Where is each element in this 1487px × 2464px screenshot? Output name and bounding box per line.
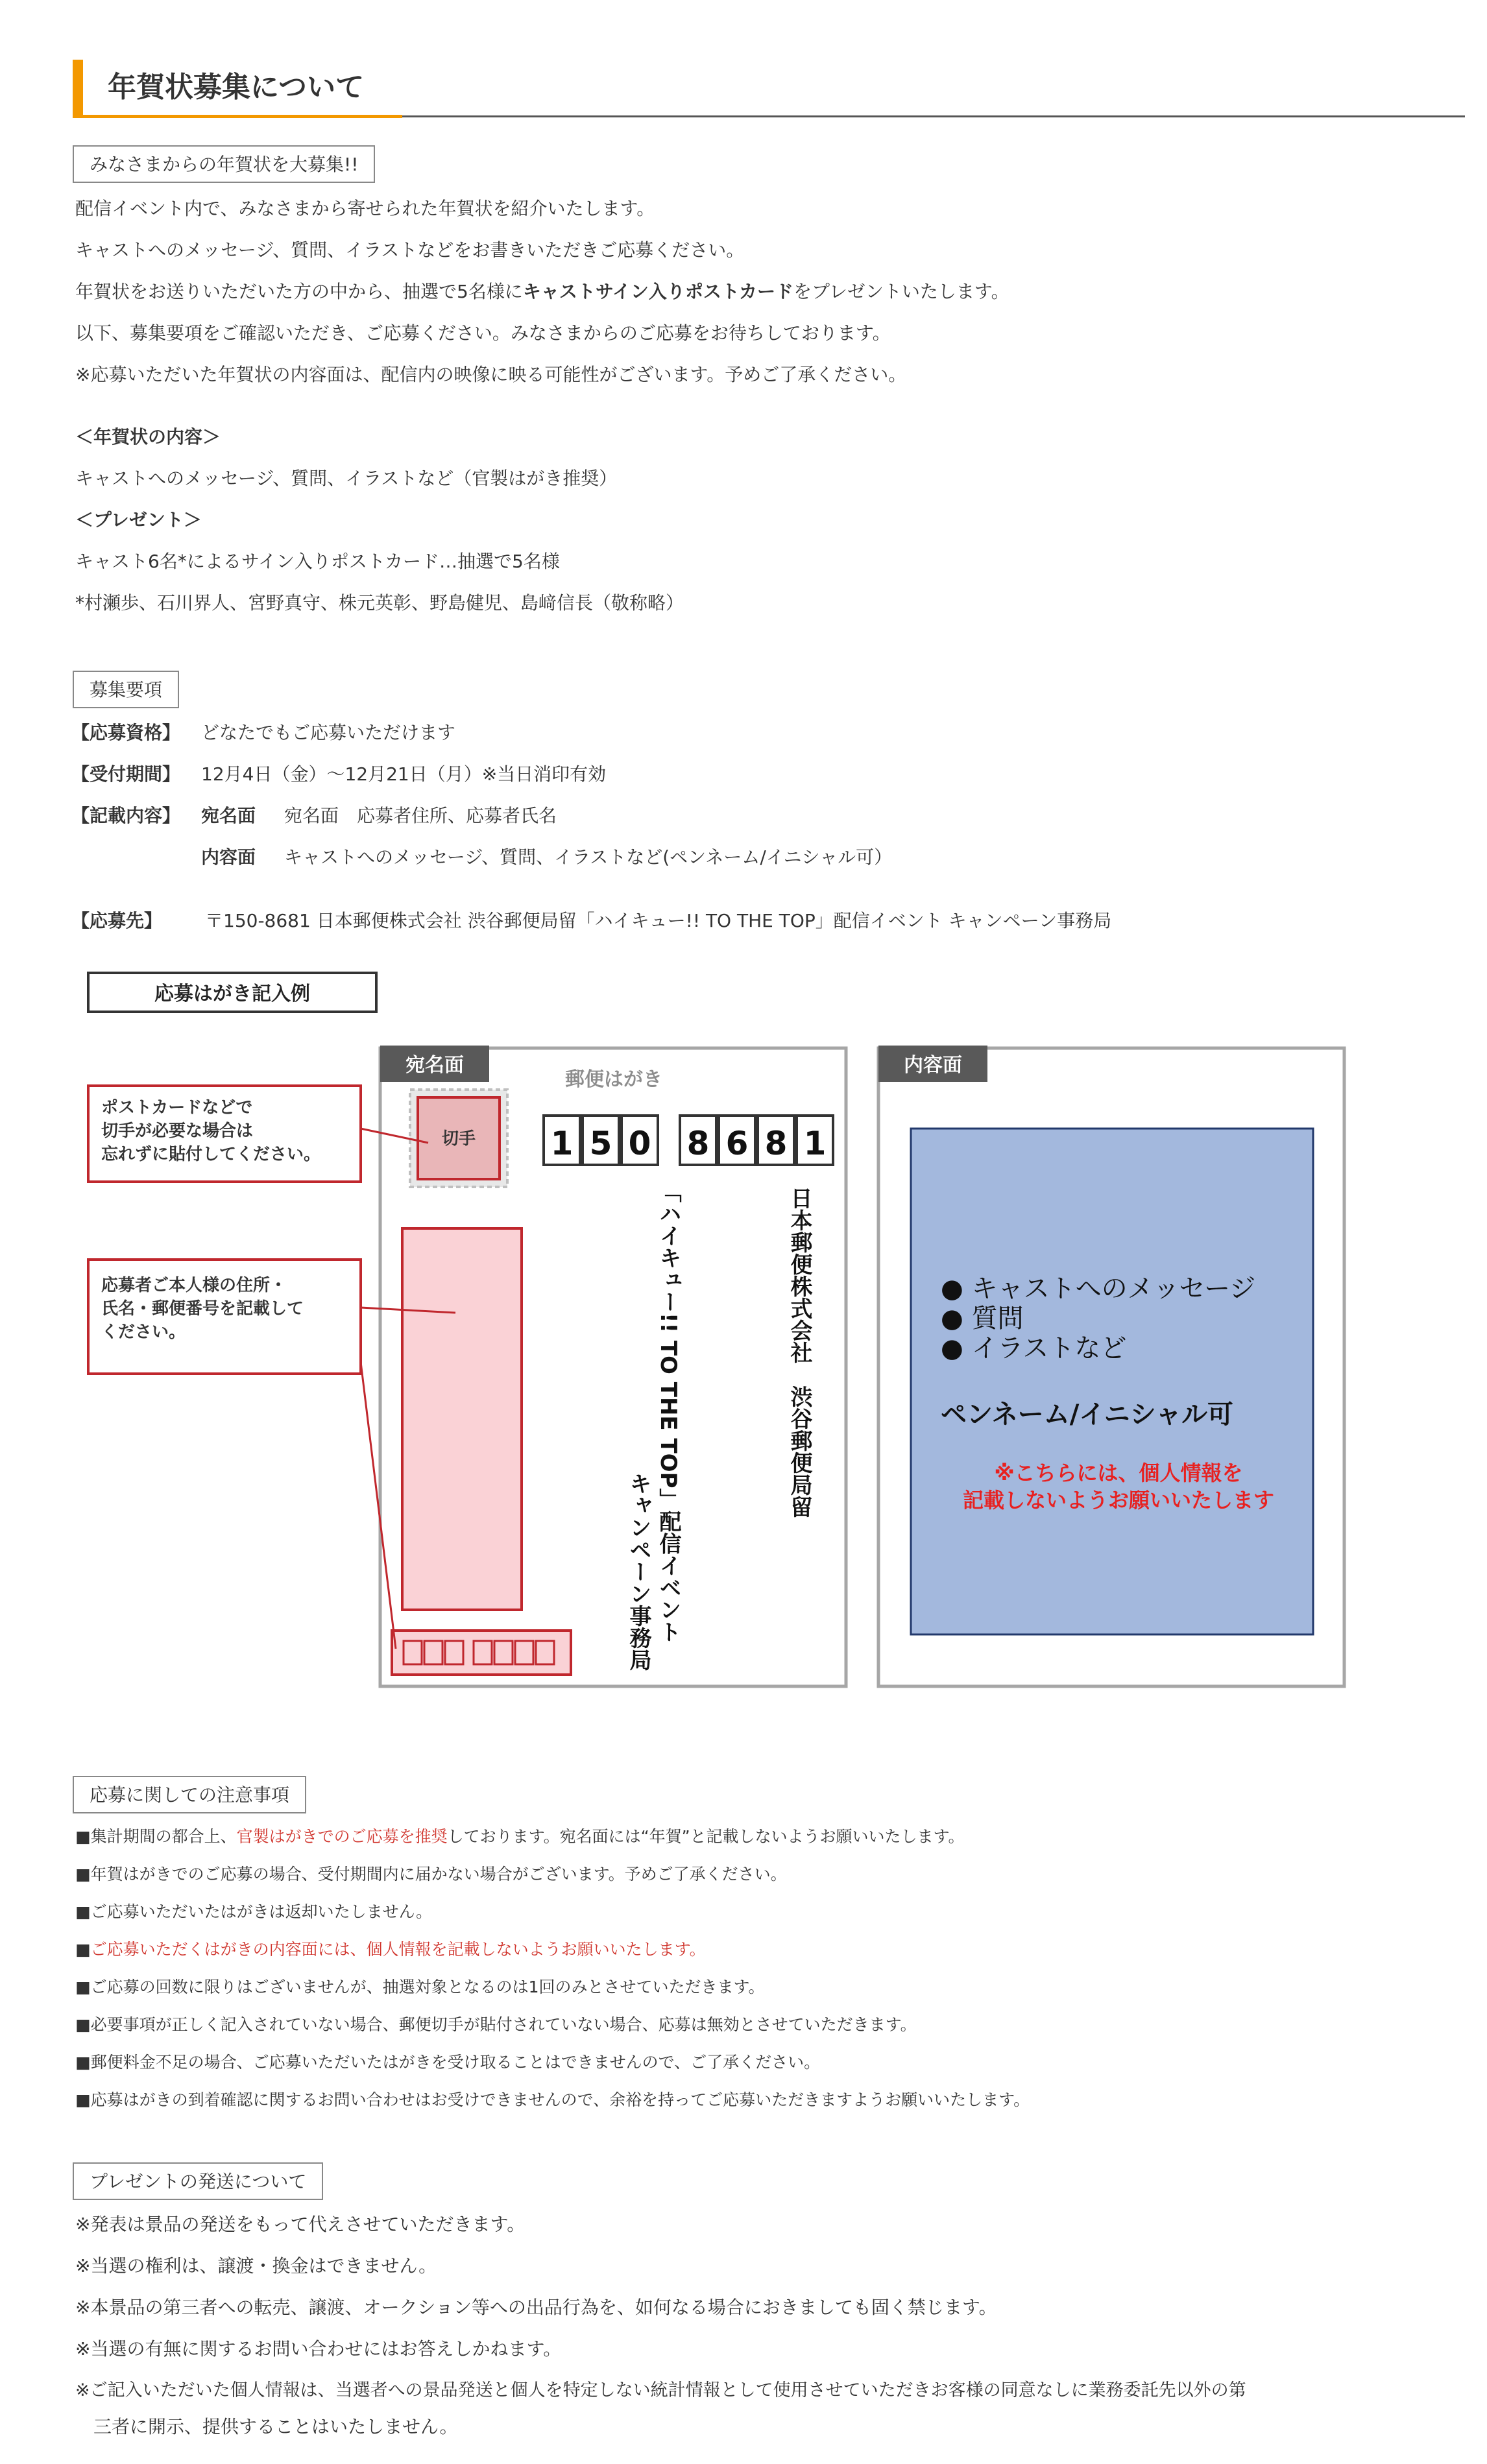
zip-digit-1: 1 xyxy=(550,1125,574,1162)
stamp-label: 切手 xyxy=(441,1129,476,1149)
content-title: ＜年賀状の内容＞ xyxy=(75,426,221,448)
note-line-4 xyxy=(75,1937,706,1963)
period-value: 12月4日（金）〜12月21日（月）※当日消印有効 xyxy=(201,763,607,785)
note-line-4-red: ご応募いただくはがきの内容面には、個人情報を記載しないようお願いいたします。 xyxy=(90,1940,706,1959)
address-side-tab-label: 宛名面 xyxy=(405,1054,464,1077)
present-note: *村瀬歩、石川界人、宮野真守、株元英彰、野島健児、島﨑信長（敬称略） xyxy=(75,592,684,614)
intro-line-4: 以下、募集要項をご確認いただき、ご応募ください。みなさまからのご応募をお待ちしております。 xyxy=(75,322,891,344)
note-line-5: ■ご応募の回数に限りはございませんが、抽選対象となるのは1回のみとさせていただきます。 xyxy=(75,1978,765,1996)
shipping-line-5a: ※ご記入いただいた個人情報は、当選者への景品発送と個人を特定しない統計情報として使用させていただきお客様の同意なしに業務委託先以外の第 xyxy=(75,2380,1246,2400)
callout-stamp-line-3: 忘れずに貼付してください。 xyxy=(101,1145,321,1164)
callout-stamp-line-1: ポストカードなどで xyxy=(101,1098,253,1118)
note-line-1 xyxy=(75,1824,965,1850)
intro-line-3-c: をプレゼントいたします。 xyxy=(793,281,1009,302)
destination-key: 【応募先】 xyxy=(71,910,163,931)
note-line-4-a: ■ xyxy=(75,1940,91,1959)
zip-digit-5: 6 xyxy=(725,1125,749,1162)
zip-digit-7: 1 xyxy=(803,1125,827,1162)
present-text: キャスト6名*によるサイン入りポストカード…抽選で5名様 xyxy=(75,551,560,572)
destination-value: 〒150-8681 日本郵便株式会社 渋谷郵便局留「ハイキュー!! TO THE TOP」配信イベント キャンペーン事務局 xyxy=(205,910,1112,931)
content-area xyxy=(911,1129,1313,1634)
section-label-intro: みなさまからの年賀状を大募集!! xyxy=(73,145,375,183)
content-bullet-3: ● イラストなど xyxy=(941,1334,1127,1363)
intro-line-2: キャストへのメッセージ、質問、イラストなどをお書きいただきご応募ください。 xyxy=(75,239,745,261)
shipping-line-2: ※当選の権利は、譲渡・換金はできません。 xyxy=(75,2255,437,2277)
zip-digit-2: 5 xyxy=(589,1125,612,1162)
intro-line-1: 配信イベント内で、みなさまから寄せられた年賀状を紹介いたします。 xyxy=(75,198,655,219)
address-side-key: 宛名面 xyxy=(201,805,256,826)
section-label-requirements: 募集要項 xyxy=(73,671,179,708)
callout-stamp-line-2: 切手が必要な場合は xyxy=(101,1121,254,1141)
note-line-7: ■郵便料金不足の場合、ご応募いただいたはがきを受け取ることはできませんので、ご了承ください。 xyxy=(75,2053,821,2072)
callout-sender-line-3: ください。 xyxy=(101,1322,186,1342)
shipping-line-3: ※本景品の第三者への転売、譲渡、オークション等への出品行為を、如何なる場合におきましても固く禁じます。 xyxy=(75,2297,997,2318)
zip-digit-3: 0 xyxy=(628,1125,651,1162)
zip-digit-4: 8 xyxy=(686,1125,710,1162)
callout-sender-line-1: 応募者ご本人様の住所・ xyxy=(101,1276,287,1295)
page-title: 年賀状募集について xyxy=(108,71,365,104)
shipping-line-1: ※発表は景品の発送をもって代えさせていただきます。 xyxy=(75,2214,526,2235)
callout-sender-line-2: 氏名・郵便番号を記載して xyxy=(101,1299,304,1319)
eligibility-key: 【応募資格】 xyxy=(71,722,181,743)
intro-line-5: ※応募いただいた年賀状の内容面は、配信内の映像に映る可能性がございます。予めご了承ください。 xyxy=(75,364,907,385)
note-line-1-c: しております。宛名面には“年賀”と記載しないようお願いいたします。 xyxy=(447,1827,965,1846)
content-side-value: キャストへのメッセージ、質問、イラストなど(ペンネーム/イニシャル可） xyxy=(284,846,893,868)
note-line-6: ■必要事項が正しく記入されていない場合、郵便切手が貼付されていない場合、応募は無効とさせていただきます。 xyxy=(75,2015,917,2034)
address-side-value: 宛名面 応募者住所、応募者氏名 xyxy=(284,805,557,826)
zip-digit-6: 8 xyxy=(764,1125,788,1162)
period-key: 【受付期間】 xyxy=(71,763,181,785)
intro-line-3-bold: キャストサイン入りポストカード xyxy=(522,281,794,302)
section-label-shipping: プレゼントの発送について xyxy=(73,2162,323,2200)
eligibility-value: どなたでもご応募いただけます xyxy=(201,722,456,743)
content-penname: ペンネーム/イニシャル可 xyxy=(941,1400,1234,1429)
note-line-3: ■ご応募いただいたはがきは返却いたしません。 xyxy=(75,1902,433,1921)
postcard-label: 郵便はがき xyxy=(565,1068,662,1091)
fields-key: 【記載内容】 xyxy=(71,805,181,826)
sender-address-area xyxy=(402,1228,522,1610)
note-line-1-a: ■集計期間の都合上、 xyxy=(75,1827,237,1846)
content-warning-line-2: 記載しないようお願いいたします xyxy=(962,1488,1275,1513)
note-line-1-red: 官製はがきでのご応募を推奨 xyxy=(236,1827,448,1846)
content-bullet-1: ● キャストへのメッセージ xyxy=(941,1274,1256,1304)
sender-zip-area xyxy=(392,1631,571,1675)
recipient-line-2: 「ハイキュー!! TO THE TOP」配信イベント xyxy=(655,1180,681,1643)
shipping-line-4: ※当選の有無に関するお問い合わせにはお答えしかねます。 xyxy=(75,2338,562,2360)
note-line-2: ■年賀はがきでのご応募の場合、受付期間内に届かない場合がございます。予めご了承ください。 xyxy=(75,1865,787,1884)
intro-line-3-a: 年賀状をお送りいただいた方の中から、抽選で5名様に xyxy=(75,281,523,302)
section-label-notes: 応募に関しての注意事項 xyxy=(73,1776,306,1813)
content-bullet-2: ● 質問 xyxy=(941,1304,1024,1334)
content-side-tab-label: 内容面 xyxy=(904,1054,962,1077)
content-side-key: 内容面 xyxy=(201,846,256,868)
shipping-line-5b: 三者に開示、提供することはいたしません。 xyxy=(93,2416,458,2437)
content-text: キャストへのメッセージ、質問、イラストなど（官製はがき推奨） xyxy=(75,468,618,489)
note-line-8: ■応募はがきの到着確認に関するお問い合わせはお受けできませんので、余裕を持ってご応募いただきますようお願いいたします。 xyxy=(75,2090,1030,2109)
example-title: 応募はがき記入例 xyxy=(154,983,310,1005)
content-warning-line-1: ※こちらには、個人情報を xyxy=(994,1461,1243,1485)
present-title: ＜プレゼント＞ xyxy=(75,509,202,531)
recipient-line-1: 日本郵便株式会社 渋谷郵便局留 xyxy=(786,1187,812,1518)
recipient-line-3: キャンペーン事務局 xyxy=(625,1472,651,1671)
